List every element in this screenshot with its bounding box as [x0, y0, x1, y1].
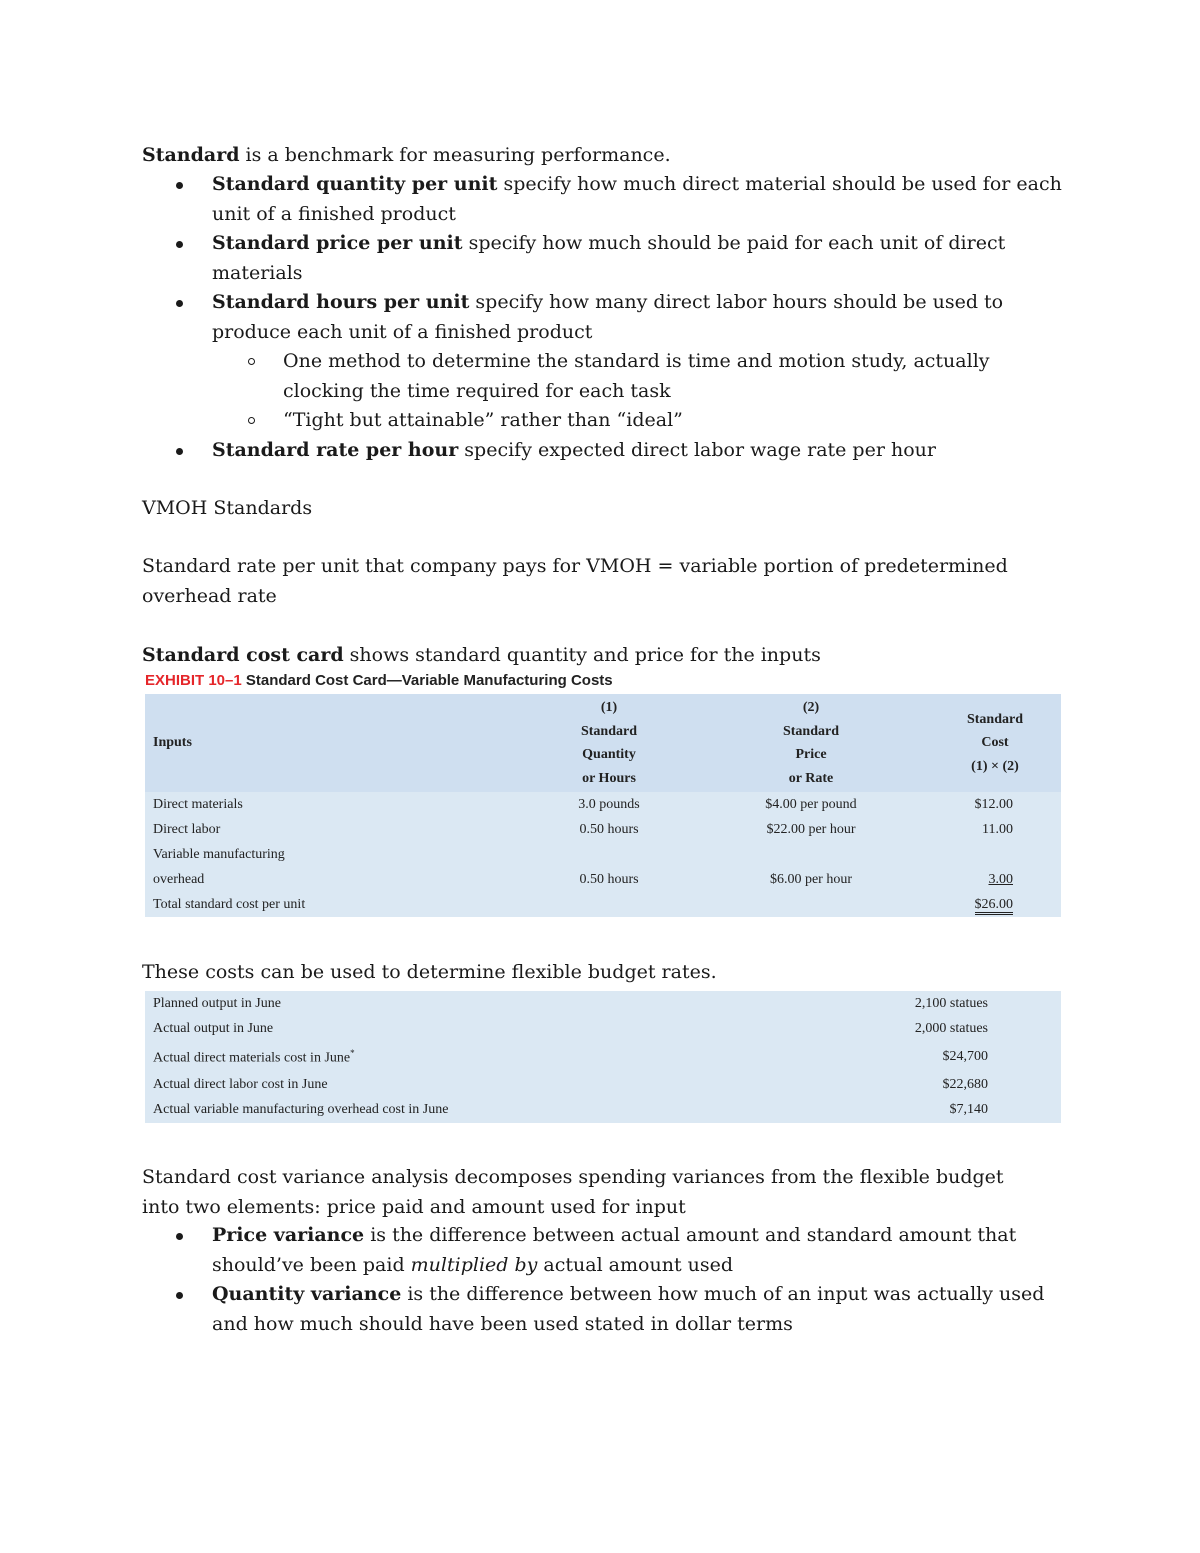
vmoh-heading: VMOH Standards: [142, 497, 313, 519]
sub-list-item: One method to determine the standard is time and motion study, actually clocking the time required for each task: [212, 347, 1072, 406]
intro-term: Standard: [142, 144, 240, 166]
flex-budget-intro: These costs can be used to determine flexible budget rates.: [142, 961, 717, 983]
table-row: Direct labor 0.50 hours $22.00 per hour 11.00: [153, 821, 1013, 837]
bullet-dot-icon: [176, 241, 183, 248]
intro-paragraph: [142, 141, 1072, 171]
cost-card-intro: Standard cost card shows standard quantity and price for the inputs: [142, 644, 821, 666]
bullet-dot-icon: [176, 300, 183, 307]
variance-list: [142, 1221, 1072, 1339]
vmoh-paragraph: Standard rate per unit that company pays for VMOH = variable portion of predetermined overhead rate: [142, 555, 1008, 607]
bullet-dot-icon: [176, 1292, 183, 1299]
bullet-dot-icon: [176, 1233, 183, 1240]
list-item: Standard price per unit specify how much should be paid for each unit of direct materials: [142, 229, 1072, 288]
list-item: Quantity variance is the difference between how much of an input was actually used and how much should have been used stated in dollar terms: [142, 1280, 1072, 1339]
header-inputs: Inputs: [145, 694, 525, 792]
variance-intro: Standard cost variance analysis decomposes spending variances from the flexible budget into two elements: price paid and amount used for input: [142, 1166, 1004, 1218]
exhibit-title: EXHIBIT 10–1 Standard Cost Card—Variable Manufacturing Costs: [145, 672, 613, 689]
table-row: Direct materials 3.0 pounds $4.00 per pound $12.00: [153, 796, 1013, 812]
table-row: overhead 0.50 hours $6.00 per hour 3.00: [153, 871, 1013, 887]
sub-list-item: “Tight but attainable” rather than “ideal”: [212, 406, 1072, 436]
header-quantity: (1) Standard Quantity or Hours: [525, 694, 693, 792]
standard-cost-card-table: [145, 694, 1061, 917]
table-row: Actual direct materials cost in June* $24,700: [153, 1047, 988, 1066]
table-row: Actual direct labor cost in June $22,680: [153, 1076, 988, 1092]
standards-list: [142, 170, 1072, 465]
table-row: Actual variable manufacturing overhead cost in June $7,140: [153, 1102, 988, 1118]
list-item: Standard quantity per unit specify how much direct material should be used for each unit of a finished product: [142, 170, 1072, 229]
list-item: Standard hours per unit specify how many direct labor hours should be used to produce each unit of a finished product One method to determine the standard is time and motion study, actually clocking the time required for each task “Tight but attainable” rather than “ideal”: [142, 288, 1072, 436]
list-item: Standard rate per hour specify expected direct labor wage rate per hour: [142, 436, 1072, 466]
flexible-budget-data-table: [145, 991, 1061, 1123]
sub-list: [212, 347, 1072, 436]
table-row: Planned output in June 2,100 statues: [153, 995, 988, 1011]
bullet-dot-icon: [176, 182, 183, 189]
hollow-bullet-icon: [248, 417, 255, 424]
header-price: (2) Standard Price or Rate: [693, 694, 929, 792]
header-cost: Standard Cost (1) × (2): [929, 694, 1061, 792]
table-row: Actual output in June 2,000 statues: [153, 1021, 988, 1037]
list-item: Price variance is the difference between actual amount and standard amount that should’ve been paid multiplied by actual amount used: [142, 1221, 1072, 1280]
bullet-dot-icon: [176, 448, 183, 455]
intro-text: is a benchmark for measuring performance.: [239, 144, 671, 166]
total-row: Total standard cost per unit $26.00: [145, 892, 1061, 917]
hollow-bullet-icon: [248, 358, 255, 365]
table-row: Variable manufacturing: [153, 846, 285, 862]
